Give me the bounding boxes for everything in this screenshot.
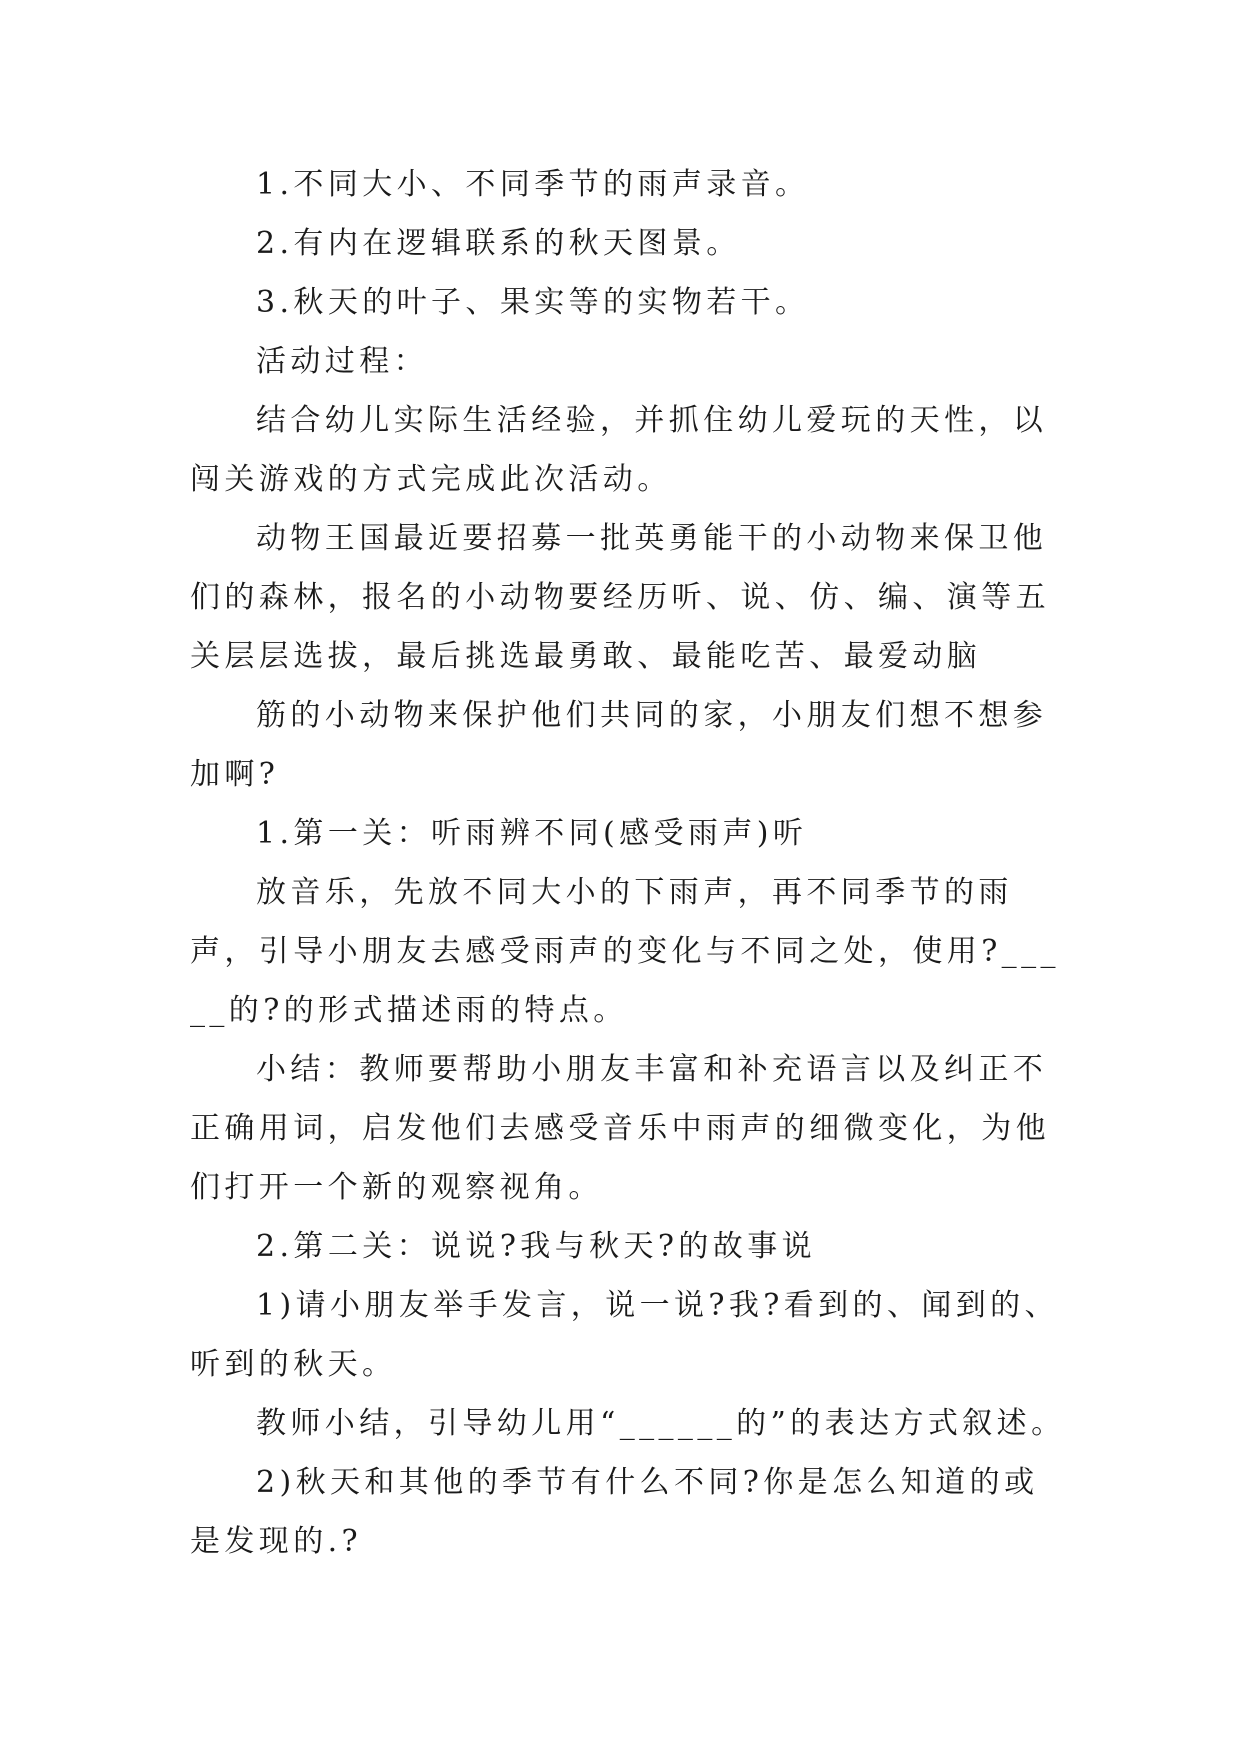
section-heading-activity-process: 活动过程： xyxy=(256,344,428,379)
document-body xyxy=(190,155,1070,1571)
paragraph-story: 动物王国最近要招募一批英勇能干的小动物来保卫他们的森林，报名的小动物要经历听、说、仿、编、演等五关层层选拔，最后挑选最勇敢、最能吃苦、最爱动脑 xyxy=(190,521,1050,674)
level-1-heading: 1.第一关：听雨辨不同(感受雨声)听 xyxy=(256,816,808,851)
materials-item-1: 1.不同大小、不同季节的雨声录音。 xyxy=(256,167,810,202)
level-1-summary: 小结：教师要帮助小朋友丰富和补充语言以及纠正不正确用词，启发他们去感受音乐中雨声的细微变化，为他们打开一个新的观察视角。 xyxy=(190,1052,1050,1205)
level-2-heading: 2.第二关：说说?我与秋天?的故事说 xyxy=(256,1229,816,1264)
materials-item-3: 3.秋天的叶子、果实等的实物若干。 xyxy=(256,285,810,320)
level-2-teacher-summary: 教师小结，引导幼儿用“______的”的表达方式叙述。 xyxy=(256,1406,1066,1441)
paragraph-story-continued: 筋的小动物来保护他们共同的家，小朋友们想不想参加啊? xyxy=(190,698,1048,792)
level-1-instructions: 放音乐，先放不同大小的下雨声，再不同季节的雨声，引导小朋友去感受雨声的变化与不同之处，使用?_____的?的形式描述雨的特点。 xyxy=(190,875,1060,1028)
level-2-step-2: 2)秋天和其他的季节有什么不同?你是怎么知道的或是发现的.? xyxy=(190,1465,1039,1559)
paragraph-intro: 结合幼儿实际生活经验，并抓住幼儿爱玩的天性，以闯关游戏的方式完成此次活动。 xyxy=(190,403,1048,497)
level-2-step-1: 1)请小朋友举手发言，说一说?我?看到的、闻到的、听到的秋天。 xyxy=(190,1288,1059,1382)
materials-item-2: 2.有内在逻辑联系的秋天图景。 xyxy=(256,226,741,261)
